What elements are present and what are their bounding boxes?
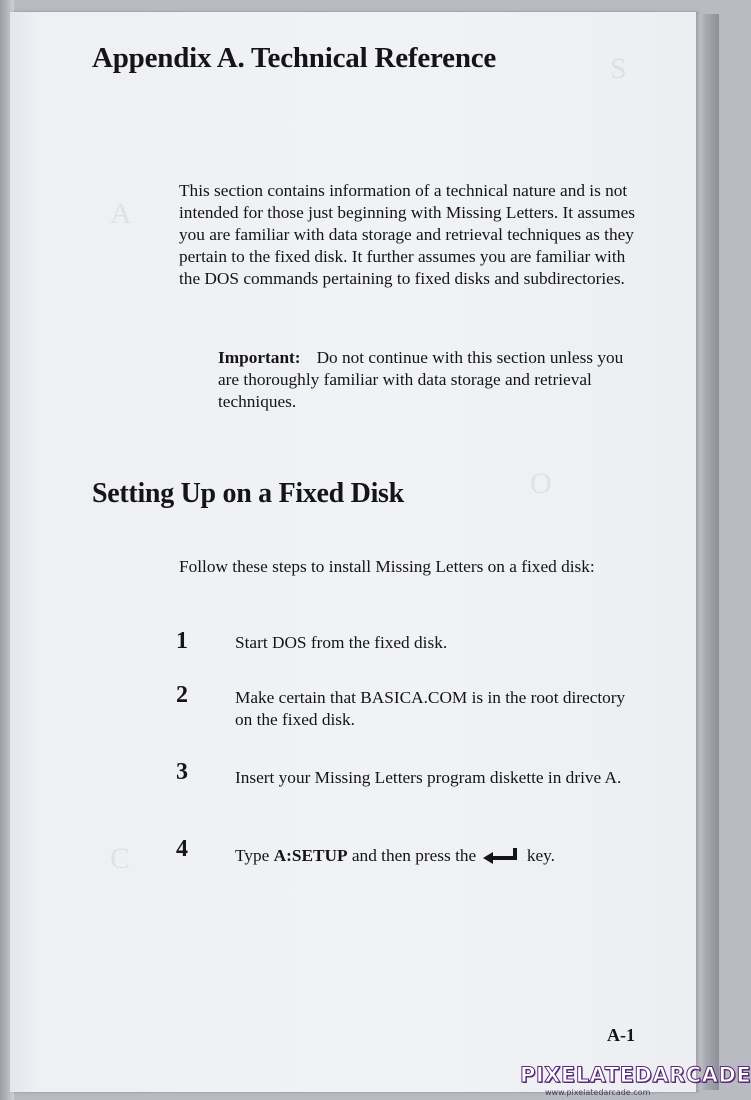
step-text: Start DOS from the fixed disk. bbox=[235, 633, 448, 652]
page-number: A-1 bbox=[607, 1025, 635, 1045]
step-text-before: Type bbox=[235, 846, 274, 865]
step-number: 1 bbox=[176, 628, 188, 654]
bleed-through-decoration: A bbox=[110, 197, 132, 230]
step-number: 2 bbox=[176, 682, 188, 708]
step-number: 4 bbox=[176, 836, 188, 862]
page-title: Appendix A. Technical Reference bbox=[92, 42, 497, 74]
bleed-through-decoration: C bbox=[110, 842, 131, 875]
watermark-logo: PIXELATEDARCADE bbox=[520, 1063, 751, 1087]
document-page bbox=[10, 12, 696, 1092]
enter-key-icon bbox=[483, 848, 521, 870]
important-text: Do not continue with this section unless you are thoroughly familiar with data storage and retrieval techniques. bbox=[218, 348, 624, 411]
intro-paragraph: This section contains information of a technical nature and is not intended for those just beginning with Missing Letters. It assumes you are familiar with data storage and retrieval techniques as they pertain to the fixed disk. It further assumes you are familiar with the DOS commands pertaining to fixed disks and subdirectories. bbox=[179, 181, 635, 288]
step-text: Insert your Missing Letters program diskette in drive A. bbox=[235, 768, 622, 787]
steps-intro: Follow these steps to install Missing Letters on a fixed disk: bbox=[179, 557, 595, 576]
important-label: Important: bbox=[218, 348, 301, 367]
step-command: A:SETUP bbox=[273, 846, 348, 865]
step-text: Make certain that BASICA.COM is in the root directory on the fixed disk. bbox=[235, 688, 626, 729]
page-edge-shadow bbox=[696, 14, 719, 1090]
important-note bbox=[218, 347, 638, 413]
bleed-through-decoration: S bbox=[610, 52, 627, 85]
step-text-after: and then press the bbox=[347, 846, 477, 865]
step-number: 3 bbox=[176, 759, 188, 785]
bleed-through-decoration: O bbox=[530, 467, 552, 500]
watermark-url: www.pixelatedarcade.com bbox=[545, 1088, 651, 1097]
step-text bbox=[235, 845, 635, 870]
step-text-end: key. bbox=[526, 846, 555, 865]
section-title: Setting Up on a Fixed Disk bbox=[92, 478, 404, 509]
